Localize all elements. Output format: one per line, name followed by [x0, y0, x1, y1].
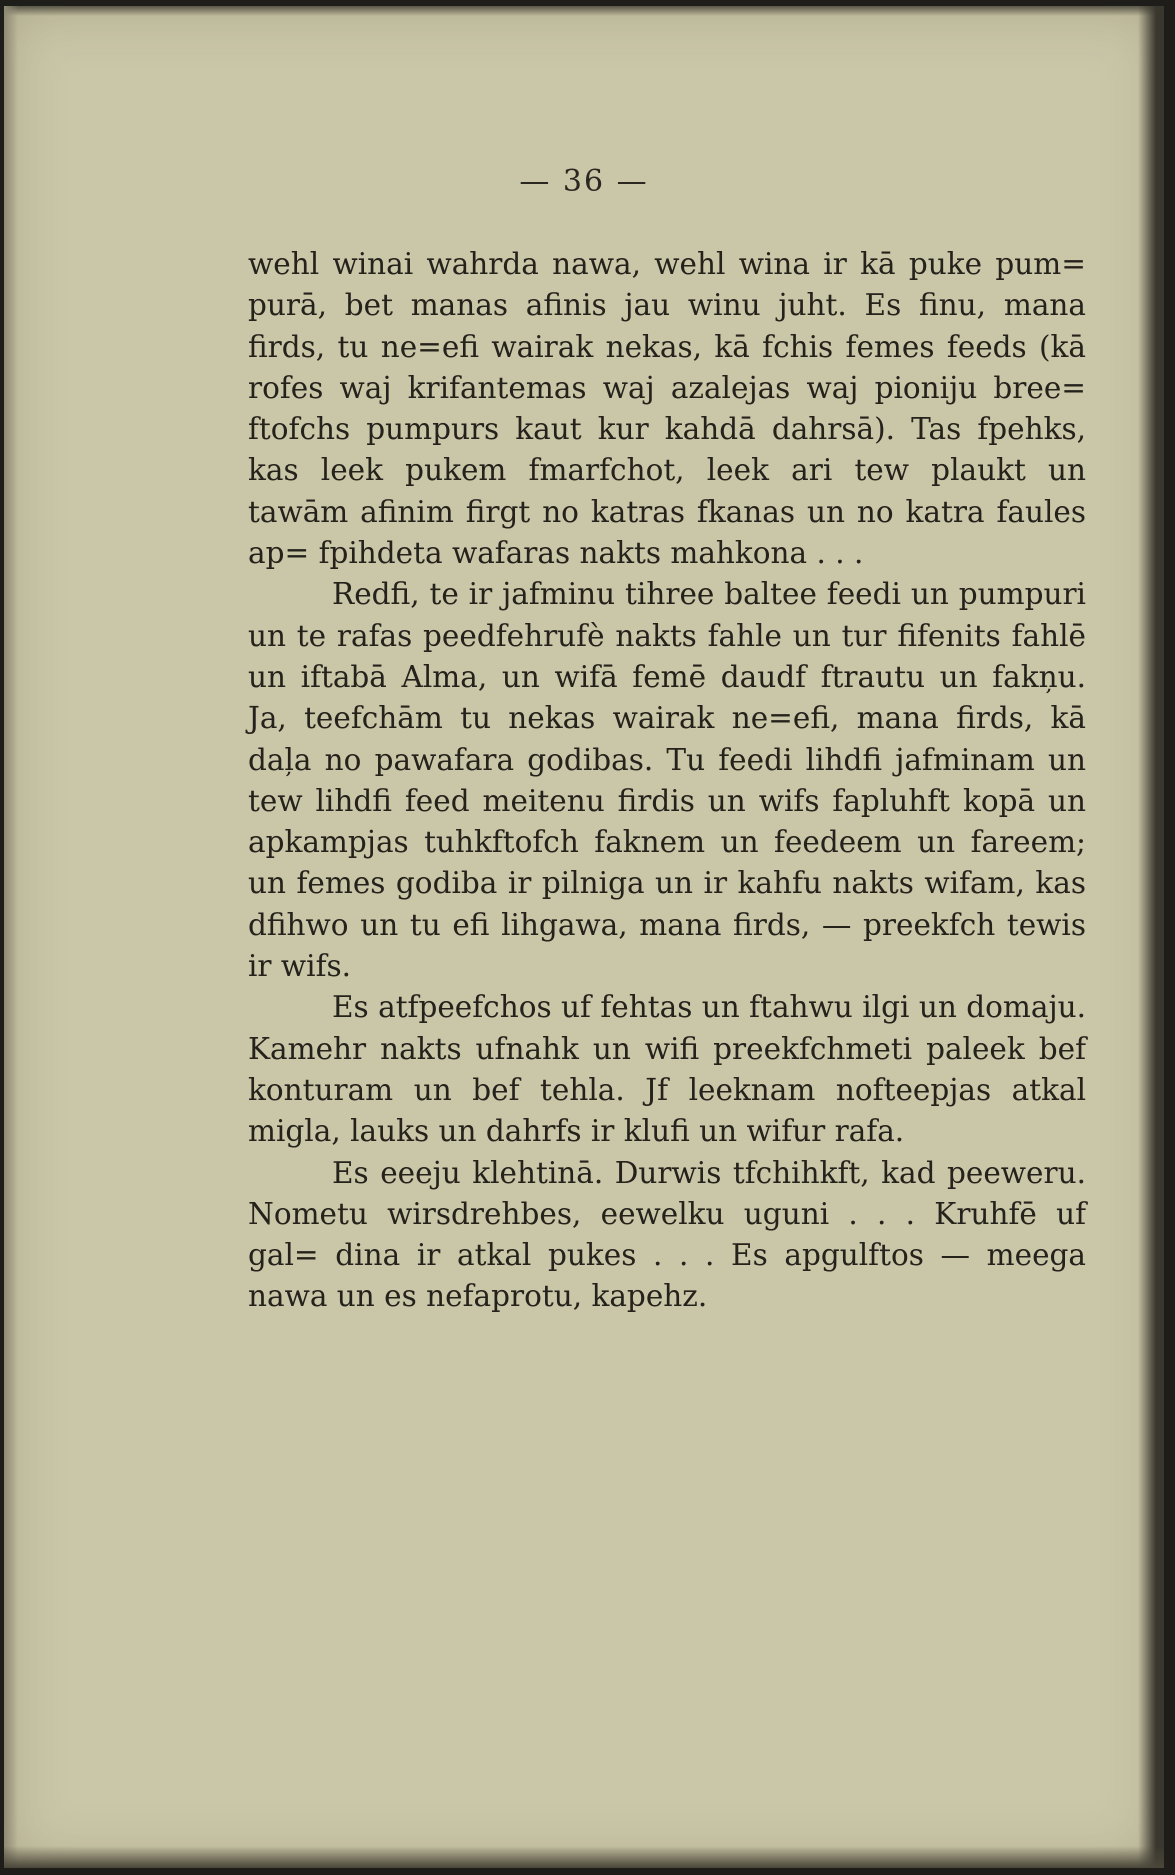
book-page [4, 6, 1164, 1868]
paragraph: Es atfpeefchos uf fehtas un ftahwu ilgi un domaju. Kamehr nakts ufnahk un wifi preekfchmeti paleek bef konturam un bef tehla. Jf leeknam nofteepjas atkal migla, lauks un dahrfs ir klufi un wifur rafa. [248, 990, 1086, 1149]
paragraph: wehl winai wahrda nawa, wehl wina ir kā puke pum= purā, bet manas afinis jau winu juht. Es finu, mana firds, tu ne=efi wairak nekas, kā fchis femes feeds (kā rofes waj krifantemas waj azalejas waj pioniju bree= ftofchs pumpurs kaut kur kahdā dahrsā). Tas fpehks, kas leek pukem fmarfchot, leek ari tew plaukt un tawām afinim firgt no katras fkanas un no katra faules ap= fpihdeta wafaras nakts mahkona . . . [248, 247, 1086, 571]
page-edge-bottom [4, 1846, 1164, 1868]
page-edge-left [4, 6, 18, 1868]
page-edge-right [1138, 6, 1164, 1868]
page-edge-top [4, 6, 1164, 16]
body-text [248, 244, 1086, 1318]
paragraph: Redfi, te ir jafminu tihree baltee feedi un pumpuri un te rafas peedfehrufè nakts fahle un tur fifenits fahlē un iftabā Alma, un wifā femē daudf ftrautu un fakņu. Ja, teefchām tu nekas wairak ne=efi, mana firds, kā daļa no pawafara godibas. Tu feedi lihdfi jafminam un tew lihdfi feed meitenu firdis un wifs fapluhft kopā un apkampjas tuhkftofch faknem un feedeem un fareem; un femes godiba ir pilniga un ir kahfu nakts wifam, kas dfihwo un tu efi lihgawa, mana firds, — preekfch tewis ir wifs. [248, 577, 1086, 984]
page-number: — 36 — [519, 164, 649, 199]
paragraph: Es eeeju klehtinā. Durwis tfchihkft, kad peeweru. Nometu wirsdrehbes, eewelku uguni . . . Kruhfē uf gal= dina ir atkal pukes . . . Es apgulftos — meega nawa un es nefaprotu, kapehz. [248, 1155, 1086, 1314]
